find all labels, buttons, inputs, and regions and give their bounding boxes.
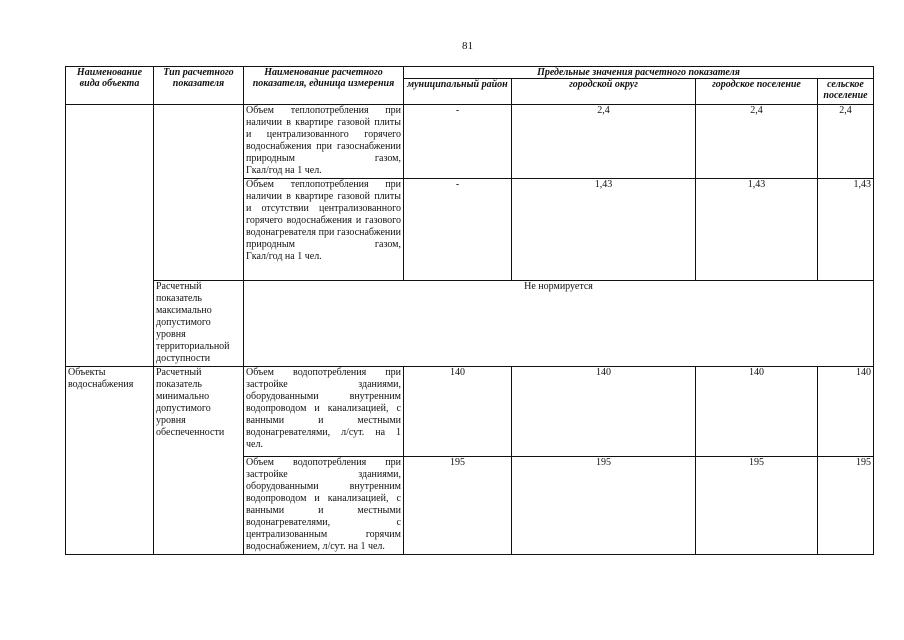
indicator-unit-text: Гкал/год на 1 чел. xyxy=(246,251,322,262)
value-municipal-district: - xyxy=(404,105,512,179)
indicator-type-cell: Расчетный показатель минимально допустимого уровня обеспеченности xyxy=(154,367,244,555)
value-urban-district: 195 xyxy=(512,457,696,555)
header-municipal-district: муниципальный район xyxy=(404,79,512,105)
value-urban-district: 2,4 xyxy=(512,105,696,179)
indicator-unit-text: водоснабжением, л/сут. на 1 чел. xyxy=(246,541,385,552)
value-urban-district: 1,43 xyxy=(512,179,696,281)
value-rural-settlement: 2,4 xyxy=(818,105,874,179)
value-urban-settlement: 2,4 xyxy=(696,105,818,179)
indicator-name-text: Объем водопотребления при застройке зданиями, оборудованными внутренним водопроводом и канализацией, с ванными и местными водонагревателями, с централизованным горячим xyxy=(246,457,401,540)
indicator-name-cell xyxy=(244,367,404,457)
header-row-1 xyxy=(66,67,874,79)
header-object-type: Наименование вида объекта xyxy=(66,67,154,105)
value-rural-settlement: 195 xyxy=(818,457,874,555)
object-type-cell: Объекты водоснабжения xyxy=(66,367,154,555)
value-rural-settlement: 140 xyxy=(818,367,874,457)
value-municipal-district: - xyxy=(404,179,512,281)
value-municipal-district: 140 xyxy=(404,367,512,457)
indicator-name-text: Объем теплопотребления при наличии в квартире газовой плиты и централизованного горячего водоснабжения при газоснабжении природным газом, xyxy=(246,105,401,164)
header-limit-values: Предельные значения расчетного показателя xyxy=(404,67,874,79)
indicator-name-cell xyxy=(244,179,404,281)
indicator-unit-text: Гкал/год на 1 чел. xyxy=(246,165,322,176)
indicator-type-cell-empty xyxy=(154,105,244,281)
value-urban-district: 140 xyxy=(512,367,696,457)
indicator-name-cell xyxy=(244,105,404,179)
table-row xyxy=(66,281,874,367)
norms-table xyxy=(65,66,874,555)
header-rural-settlement: сельское поселение xyxy=(818,79,874,105)
header-indicator-name: Наименование расчетного показателя, единица измерения xyxy=(244,67,404,105)
object-type-cell-empty xyxy=(66,105,154,367)
indicator-name-text: Объем водопотребления при застройке зданиями, оборудованными внутренним водопроводом и канализацией, с ванными и местными водонагревателями, л/сут. на 1 xyxy=(246,367,401,438)
indicator-type-cell: Расчетный показатель максимально допустимого уровня территориальной доступности xyxy=(154,281,244,367)
indicator-name-text: Объем теплопотребления при наличии в квартире газовой плиты и отсутствии централизованного горячего водоснабжения и газового водонагревателя при газоснабжении природным газом, xyxy=(246,179,401,250)
header-urban-settlement: городское поселение xyxy=(696,79,818,105)
table-row xyxy=(66,367,874,457)
value-municipal-district: 195 xyxy=(404,457,512,555)
value-urban-settlement: 195 xyxy=(696,457,818,555)
header-indicator-type: Тип расчетного показателя xyxy=(154,67,244,105)
table-row xyxy=(66,105,874,179)
indicator-unit-text: чел. xyxy=(246,439,263,450)
not-regulated-message: Не нормируется xyxy=(244,281,874,367)
value-urban-settlement: 140 xyxy=(696,367,818,457)
header-urban-district: городской округ xyxy=(512,79,696,105)
indicator-name-cell xyxy=(244,457,404,555)
page-number: 81 xyxy=(462,40,473,52)
value-rural-settlement: 1,43 xyxy=(818,179,874,281)
value-urban-settlement: 1,43 xyxy=(696,179,818,281)
